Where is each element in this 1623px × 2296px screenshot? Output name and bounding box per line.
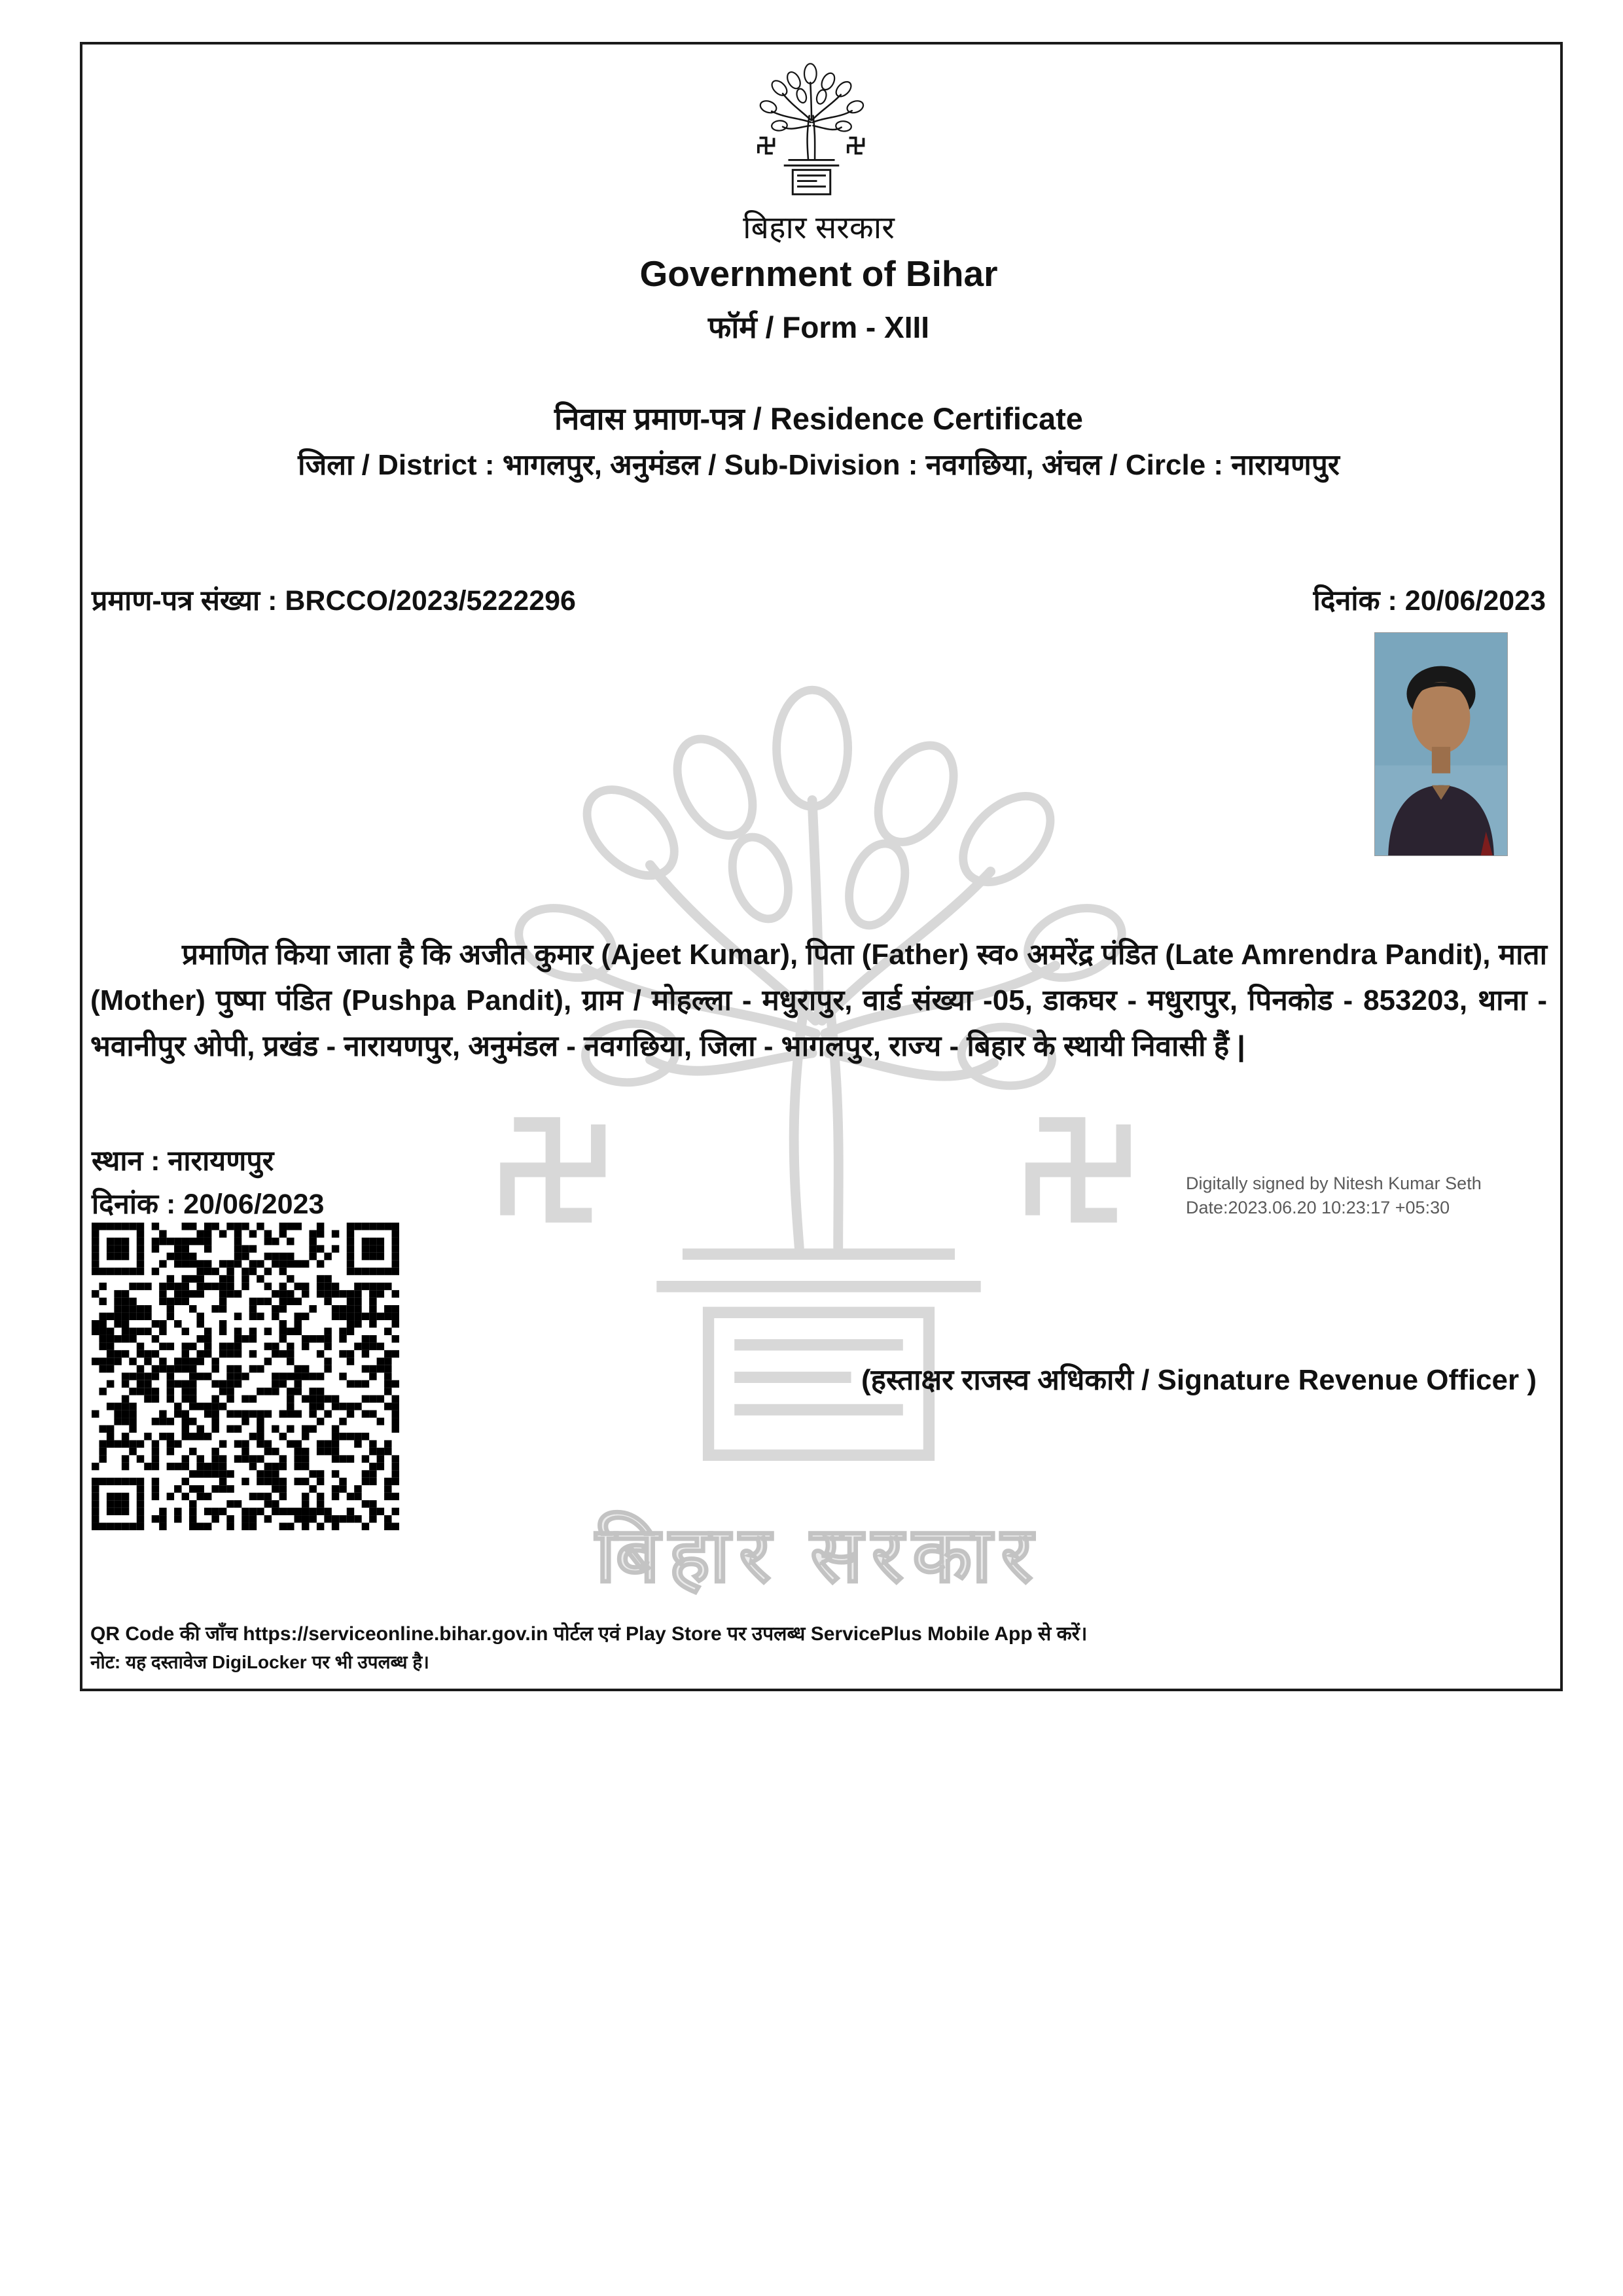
applicant-photo-image xyxy=(1375,633,1507,855)
certificate-body-text: प्रमाणित किया जाता है कि अजीत कुमार (Ajeet Kumar), पिता (Father) स्व० अमरेंद्र पंडित (Late Amrendra Pandit), माता (Mother) पुष्पा पंडित (Pushpa Pandit), ग्राम / मोहल्ला - मधुरापुर, वार्ड संख्या -05, डाकघर - मधुरापुर, पिनकोड - 853203, थाना - भवानीपुर ओपी, प्रखंड - नारायणपुर, अनुमंडल - नवगछिया, जिला - भागलपुर, राज्य - बिहार के स्थायी निवासी हैं | xyxy=(90,939,1547,1062)
digilocker-note: नोट: यह दस्तावेज DigiLocker पर भी उपलब्ध है। xyxy=(90,1652,429,1672)
org-name-hindi: बिहार सरकार xyxy=(743,211,895,245)
applicant-photo xyxy=(1374,632,1508,856)
bihar-emblem-icon xyxy=(751,54,872,198)
org-name-english: Government of Bihar xyxy=(639,253,998,294)
qr-code-image xyxy=(92,1223,399,1530)
qr-code xyxy=(92,1223,399,1530)
qr-verification-note: QR Code की जाँच https://serviceonline.bihar.gov.in पोर्टल एवं Play Store पर उपलब्ध ServicePlus Mobile App से करें। xyxy=(90,1623,1088,1645)
form-number: फॉर्म / Form - XIII xyxy=(707,310,930,344)
digital-signature-line1: Digitally signed by Nitesh Kumar Seth xyxy=(1186,1174,1482,1193)
digital-signature-stamp xyxy=(1186,1172,1482,1220)
district-line: जिला / District : भागलपुर, अनुमंडल / Sub-Division : नवगछिया, अंचल / Circle : नारायणपुर xyxy=(298,449,1340,481)
certificate-title: निवास प्रमाण-पत्र / Residence Certificate xyxy=(554,401,1083,436)
date-line: दिनांक : 20/06/2023 xyxy=(92,1189,325,1220)
issue-date: दिनांक : 20/06/2023 xyxy=(1313,585,1546,617)
certificate-meta-row xyxy=(92,580,1546,619)
digital-signature-line2: Date:2023.06.20 10:23:17 +05:30 xyxy=(1186,1198,1450,1217)
revenue-officer-signature-label: (हस्ताक्षर राजस्व अधिकारी / Signature Revenue Officer ) xyxy=(861,1364,1537,1396)
watermark-text: बिहार सरकार xyxy=(596,1512,1042,1598)
place-line: स्थान : नारायणपुर xyxy=(92,1145,274,1177)
certificate-number: प्रमाण-पत्र संख्या : BRCCO/2023/5222296 xyxy=(92,585,576,617)
